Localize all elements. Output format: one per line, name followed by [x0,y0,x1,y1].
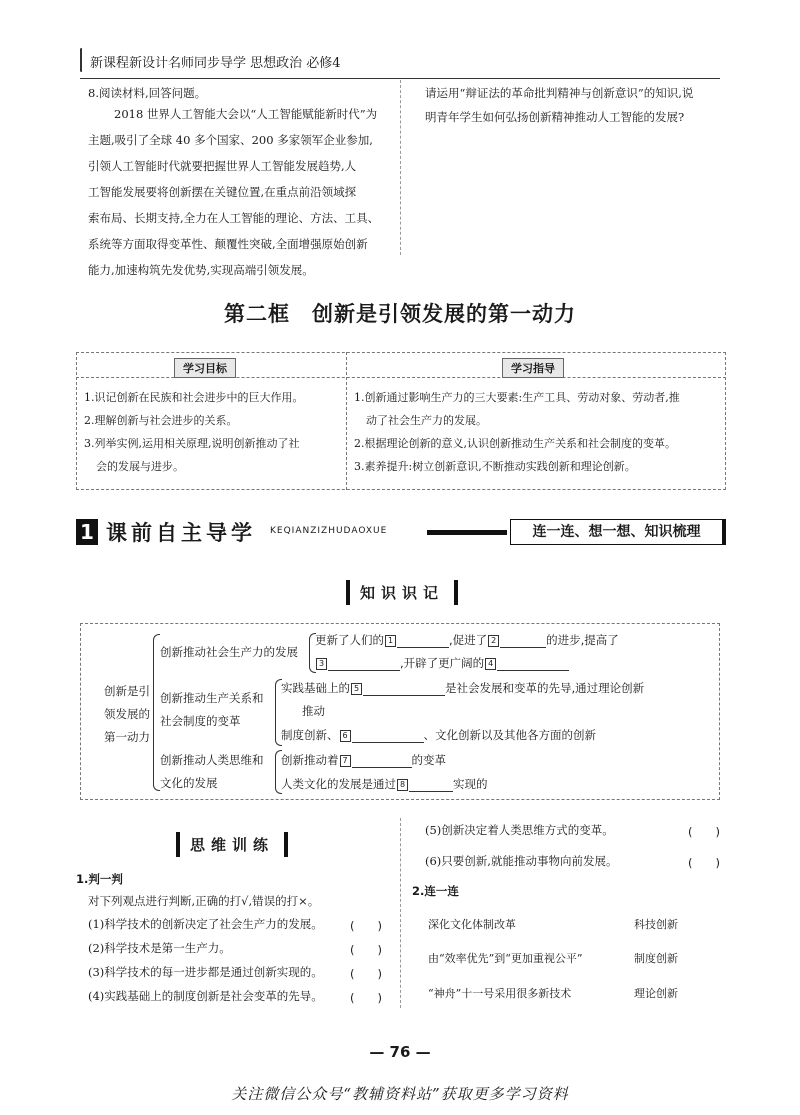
map-b2-line-2: 制度创新、 6 、文化创新以及其他各方面的创新 [281,728,596,742]
judge-answer-6[interactable]: ( ) [688,856,720,870]
knowledge-chip: 知识识记 [346,580,458,605]
judge-title: 1.判一判 [76,872,123,886]
header-title: 新课程新设计名师同步导学 思想政治 必修4 [90,56,341,71]
judge-item-1: (1)科学技术的创新决定了社会生产力的发展。 [88,917,323,931]
q8-line-3: 引领人工智能时代就要把握世界人工智能发展趋势,人 [88,159,357,173]
judge-item-2: (2)科学技术是第一生产力。 [88,941,231,955]
banner-box: 连一连、想一想、知识梳理 [510,519,726,545]
column-divider [400,80,401,255]
connect-right-3[interactable]: 理论创新 [634,987,678,1000]
map-branch-3-line-2: 文化的发展 [160,776,218,790]
objective-right-3: 2.根据理论创新的意义,认识创新推动生产关系和社会制度的变革。 [354,437,676,450]
map-branch-1: 创新推动社会生产力的发展 [160,645,298,659]
map-root-2: 领发展的 [104,707,150,721]
map-b1-line-2: 3 ,开辟了更广阔的 4 [315,655,569,671]
connect-left-1[interactable]: 深化文化体制改革 [428,918,516,931]
judge-item-4: (4)实践基础上的制度创新是社会变革的先导。 [88,989,323,1003]
judge-item-6: (6)只要创新,就能推动事物向前发展。 [425,854,618,868]
map-b3-line-2: 人类文化的发展是通过 8 实现的 [281,777,488,791]
map-root-brace [153,634,160,791]
map-root-1: 创新是引 [104,684,150,698]
objective-left-2: 2.理解创新与社会进步的关系。 [84,414,238,427]
map-b2-line-1-cont: 推动 [302,704,325,718]
banner-pinyin: KEQIANZIZHUDAOXUE [270,526,388,536]
training-divider [400,818,401,1008]
header-bracket [80,48,83,72]
banner-rule [427,530,507,535]
header-rule [80,78,720,79]
judge-answer-1[interactable]: ( ) [350,919,382,933]
map-branch-2-line-2: 社会制度的变革 [160,714,241,728]
section-title: 第二框 创新是引领发展的第一动力 [224,302,576,326]
training-chip: 思维训练 [176,832,288,857]
connect-right-2[interactable]: 制度创新 [634,952,678,965]
objective-right-4: 3.素养提升:树立创新意识,不断推动实践创新和理论创新。 [354,460,636,473]
q8-line-4: 工智能发展要将创新摆在关键位置,在重点前沿领域探 [88,185,357,199]
judge-item-5: (5)创新决定着人类思维方式的变革。 [425,823,614,837]
judge-answer-4[interactable]: ( ) [350,991,382,1005]
objective-right-2: 动了社会生产力的发展。 [366,414,487,427]
objective-right-1: 1.创新通过影响生产力的三大要素:生产工具、劳动对象、劳动者,推 [354,391,680,404]
objectives-left-tag: 学习目标 [174,358,236,378]
connect-title: 2.连一连 [412,884,459,898]
objectives-divider [346,352,347,490]
judge-answer-5[interactable]: ( ) [688,825,720,839]
banner-title: 课前自主导学 [106,521,256,545]
judge-answer-2[interactable]: ( ) [350,943,382,957]
connect-left-3[interactable]: “神舟”十一号采用很多新技术 [428,987,572,1000]
map-b3-line-1: 创新推动着 7 的变革 [281,753,446,767]
judge-answer-3[interactable]: ( ) [350,967,382,981]
q8-line-2: 主题,吸引了全球 40 多个国家、200 多家领军企业参加, [88,133,373,147]
objectives-right-tag: 学习指导 [502,358,564,378]
q8-right-line-2: 明青年学生如何弘扬创新精神推动人工智能的发展? [425,110,685,124]
page-number: — 76 — [369,1043,431,1061]
objective-left-3: 3.列举实例,运用相关原理,说明创新推动了社 [84,437,300,450]
map-branch-2-line-1: 创新推动生产关系和 [160,691,264,705]
q8-prompt: 8.阅读材料,回答问题。 [88,86,207,100]
judge-item-3: (3)科学技术的每一进步都是通过创新实现的。 [88,965,323,979]
q8-line-1: 2018 世界人工智能大会以“人工智能赋能新时代”为 [114,107,378,121]
q8-right-line-1: 请运用“辩证法的革命批判精神与创新意识”的知识,说 [425,86,694,100]
q8-line-5: 索布局、长期支持,全力在人工智能的理论、方法、工具、 [88,211,380,225]
map-branch-3-line-1: 创新推动人类思维和 [160,753,264,767]
map-root-3: 第一动力 [104,730,150,744]
footer-note: 关注微信公众号“教辅资料站”获取更多学习资料 [231,1085,569,1103]
q8-line-6: 系统等方面取得变革性、颠覆性突破,全面增强原始创新 [88,237,368,251]
map-b1-line-1: 更新了人们的 1 ,促进了 2 的进步,提高了 [315,633,619,647]
connect-left-2[interactable]: 由“效率优先”到“更加重视公平” [428,952,583,965]
objective-left-1: 1.识记创新在民族和社会进步中的巨大作用。 [84,391,304,404]
objective-left-4: 会的发展与进步。 [96,460,184,473]
judge-instruction: 对下列观点进行判断,正确的打√,错误的打×。 [88,894,320,908]
banner-number: 1 [76,519,98,545]
connect-right-1[interactable]: 科技创新 [634,918,678,931]
map-b2-line-1: 实践基础上的 5 是社会发展和变革的先导,通过理论创新 [281,681,645,695]
q8-line-7: 能力,加速构筑先发优势,实现高端引领发展。 [88,263,314,277]
